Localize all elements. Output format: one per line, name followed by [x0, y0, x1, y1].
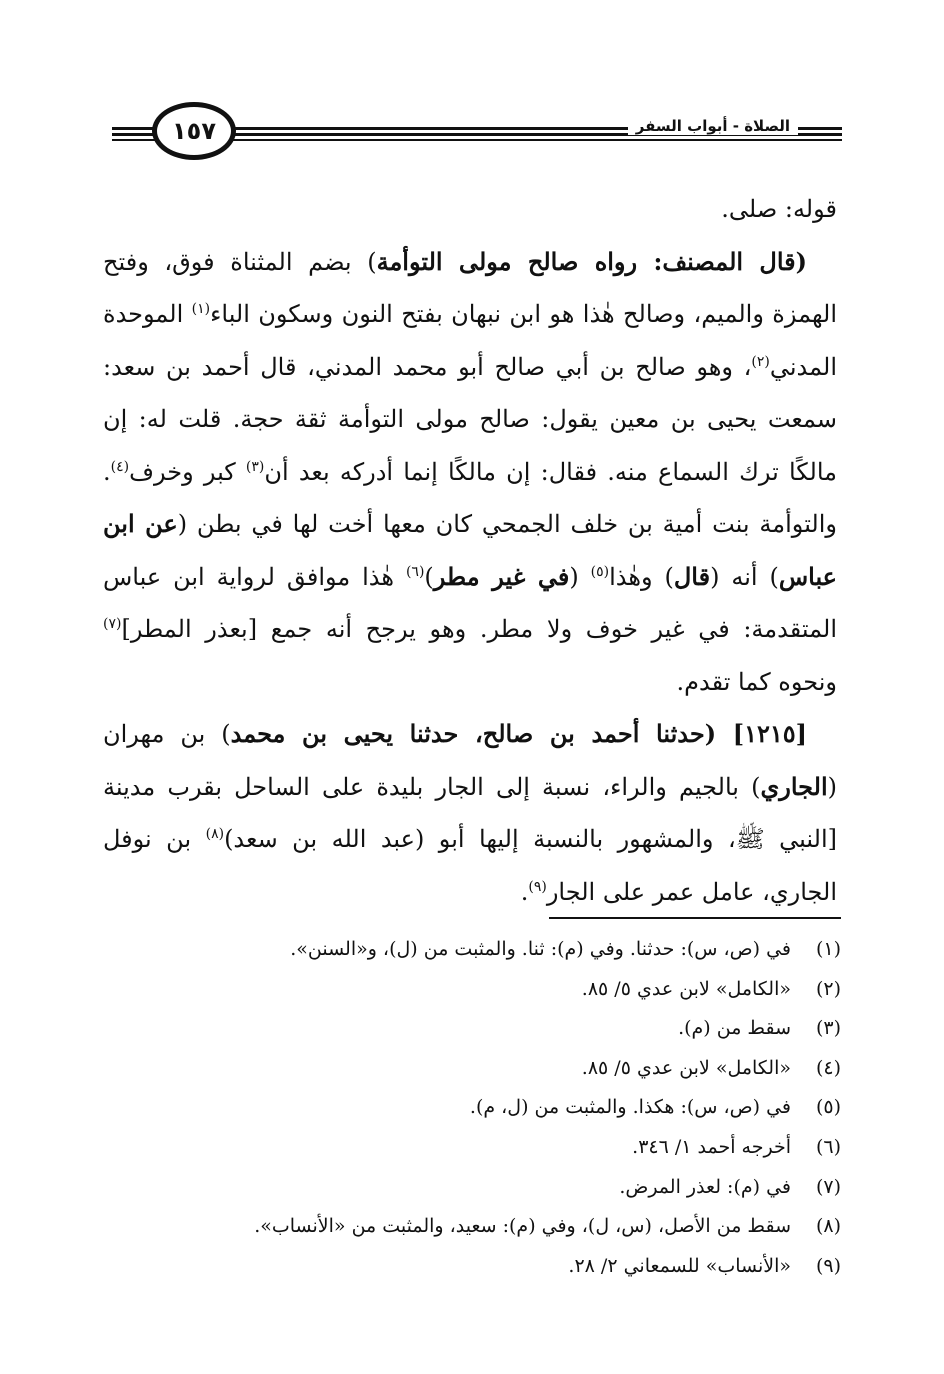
bold-phrase: رواه صالح مولى التوأمة — [376, 246, 638, 276]
bold-phrase: في غير مطر — [433, 561, 570, 591]
footnote-ref[interactable]: (١) — [191, 301, 211, 317]
footnote-ref[interactable]: (٧) — [103, 616, 122, 632]
footnote-text: أخرجه أحمد ١/ ٣٤٦. — [632, 1135, 791, 1158]
footnote-text: في (م): لعذر المرض. — [619, 1175, 791, 1198]
running-title: الصلاة - أبواب السفر — [628, 117, 798, 135]
footnote-ref[interactable]: (٣) — [245, 458, 265, 475]
footnotes — [107, 930, 841, 1286]
text-run: ) وهٰذا — [609, 562, 674, 591]
footnote-number: (٦) — [815, 1135, 841, 1158]
text-run: هٰذا موافق لرواية ابن عباس المتقدمة: في غير خوف ولا مطر. وهو يرجح أنه جمع [بعذر المطر] — [103, 562, 837, 643]
footnote — [107, 970, 841, 1010]
footnote — [107, 1049, 841, 1089]
hadith-number: [١٢١٥] ( — [704, 719, 808, 748]
footnote-ref[interactable]: (٥) — [590, 563, 610, 580]
footnote — [107, 1128, 841, 1168]
footnote-ref[interactable]: (٩) — [528, 878, 547, 895]
footnote-ref[interactable]: (٦) — [405, 563, 425, 580]
page-header — [112, 100, 842, 164]
footnote-number: (٧) — [815, 1175, 841, 1198]
footnote — [107, 1009, 841, 1049]
text-run: ، وهو صالح بن أبي صالح أبو محمد المدني، قال أحمد بن سعد: سمعت يحيى بن معين يقول: صالح مولى التوأمة ثقة حجة. قلت له: إن مالكًا ترك السماع منه. فقال: إن مالكًا إنما أدركه بعد أن — [103, 352, 837, 486]
bold-phrase: حدثنا أحمد بن صالح، حدثنا يحيى بن محمد — [230, 719, 705, 748]
footnote-text: «الكامل» لابن عدي ٥/ ٨٥. — [581, 977, 791, 1000]
footnote — [107, 1207, 841, 1247]
footnote-number: (٤) — [815, 1056, 841, 1079]
bold-phrase: قال — [673, 561, 711, 591]
text-run: ) بضم المثناة فوق، وفتح الهمزة والميم، وصالح هٰذا هو ابن نبهان بفتح النون وسكون الباء — [103, 247, 837, 328]
bold-phrase: الجاري — [760, 771, 828, 801]
footnote-number: (٥) — [815, 1096, 841, 1119]
footnote-number: (٩) — [815, 1254, 841, 1277]
footnote-text: في (ص، س): حدثنا. وفي (م): ثنا. والمثبت من (ل)، و«السنن». — [290, 938, 791, 960]
footnote — [107, 1088, 841, 1128]
bold-phrase: عن ابن عباس — [103, 509, 837, 591]
footnote-number: (٨) — [815, 1215, 841, 1238]
footnote — [107, 1247, 841, 1287]
footnote — [107, 930, 841, 970]
text-run: قوله: صلى. — [721, 195, 837, 223]
text-run: ) — [424, 562, 434, 591]
footnote-text: «الأنساب» للسمعاني ٢/ ٢٨. — [568, 1254, 791, 1277]
text-run: الموحدة المدني — [103, 300, 837, 381]
footnote-separator — [549, 917, 841, 919]
text-run: . — [520, 877, 529, 906]
text-run: ) بالجيم والراء، نسبة إلى الجار بليدة على الساحل بقرب مدينة [النبي ﷺ، والمشهور بالنسبة إليها أبو (عبد الله بن سعد) — [103, 772, 837, 853]
footnote-number: (٢) — [815, 977, 841, 1000]
footnote-text: في (ص، س): هكذا. والمثبت من (ل، م). — [469, 1096, 791, 1119]
text-run: ( — [569, 562, 591, 591]
footnote-number: (٣) — [815, 1017, 841, 1040]
paragraph — [103, 708, 837, 918]
footnote-text: «الكامل» لابن عدي ٥/ ٨٥. — [581, 1056, 791, 1079]
text-run: ) أنه ( — [710, 562, 779, 591]
main-text — [103, 183, 837, 918]
paragraph — [103, 183, 837, 236]
footnote-text: سقط من (م). — [678, 1017, 791, 1040]
text-run: كبر وخرف — [129, 457, 246, 486]
footnote-ref[interactable]: (٨) — [205, 826, 225, 842]
text-run: ) بن مهران ( — [103, 720, 837, 801]
paragraph — [103, 236, 837, 709]
footnote — [107, 1168, 841, 1208]
footnote-ref[interactable]: (٤) — [110, 458, 130, 475]
page-number: ١٥٧ — [152, 102, 236, 160]
text-run: ونحوه كما تقدم. — [676, 667, 837, 696]
footnote-number: (١) — [815, 938, 841, 960]
bold-phrase: (قال المصنف: — [637, 246, 808, 276]
footnote-text: سقط من الأصل، (س، ل)، وفي (م): سعيد، والمثبت من «الأنساب». — [254, 1215, 791, 1238]
text-run: بن نوفل الجاري، عامل عمر على الجار — [103, 825, 837, 906]
footnote-ref[interactable]: (٢) — [751, 353, 770, 370]
text-run: . والتوأمة بنت أمية بن خلف الجمحي كان معها أخت لها في بطن ( — [103, 457, 838, 538]
